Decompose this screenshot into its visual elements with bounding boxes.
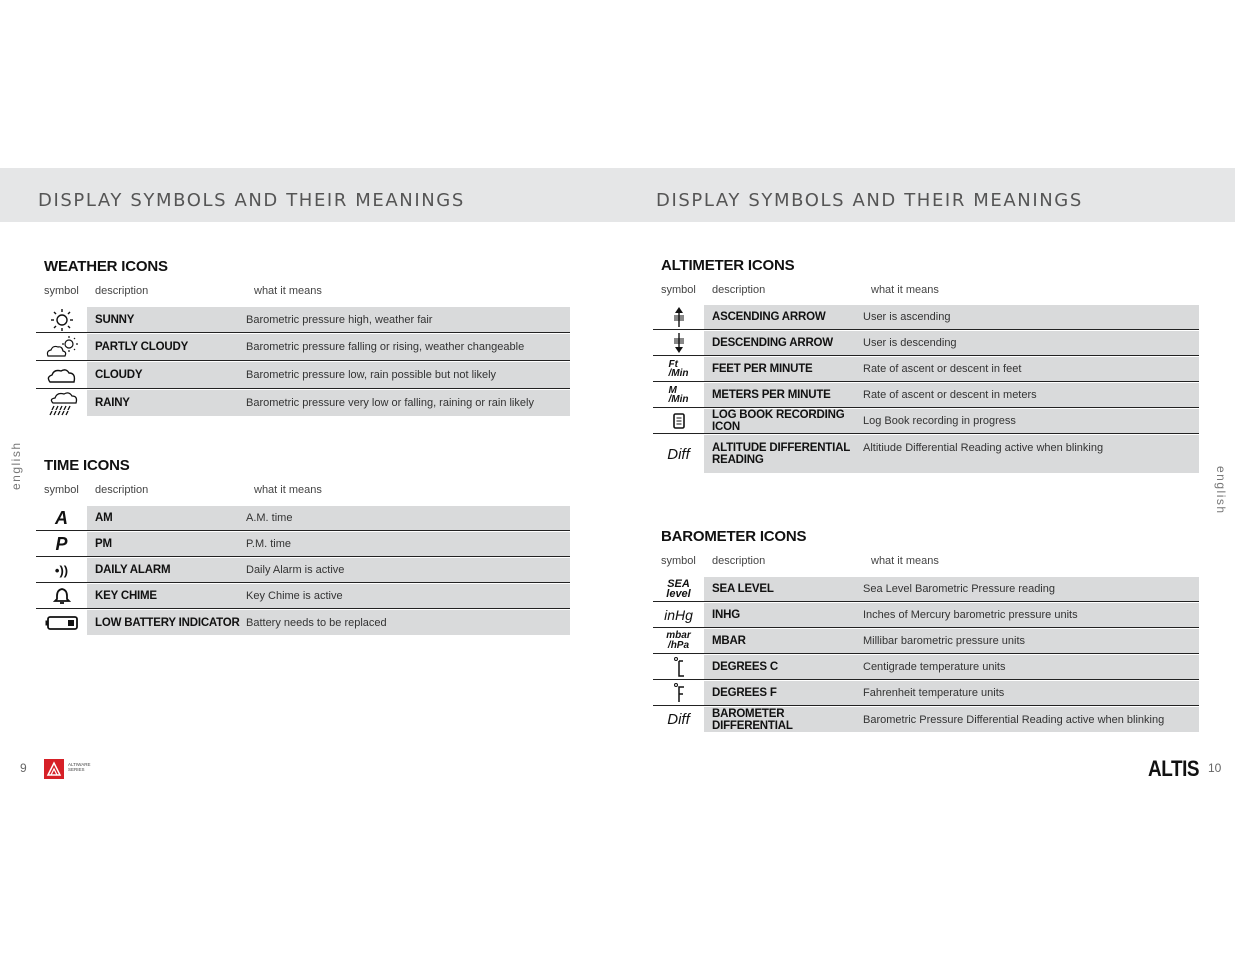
row-description: SEA LEVEL bbox=[704, 577, 863, 602]
row-description: SUNNY bbox=[87, 307, 246, 333]
diff-icon: Diff bbox=[653, 435, 704, 473]
column-description: description bbox=[95, 484, 149, 496]
side-language-label: english bbox=[1214, 466, 1228, 515]
partly-cloudy-icon bbox=[36, 334, 87, 361]
table-row bbox=[653, 707, 1199, 733]
left-page bbox=[0, 0, 617, 954]
m-min-icon: M /Min bbox=[653, 383, 704, 408]
row-meaning: Log Book recording in progress bbox=[863, 409, 1199, 434]
table-row bbox=[36, 390, 570, 417]
row-description: DESCENDING ARROW bbox=[704, 331, 863, 356]
section-title: TIME ICONS bbox=[44, 457, 130, 474]
column-description: description bbox=[712, 284, 766, 296]
row-description: METERS PER MINUTE bbox=[704, 383, 863, 408]
table-row bbox=[653, 681, 1199, 707]
column-description: description bbox=[95, 285, 149, 297]
mbar-icon: mbar /hPa bbox=[653, 629, 704, 654]
table-row bbox=[36, 558, 570, 584]
row-meaning: Millibar barometric pressure units bbox=[863, 629, 1199, 654]
column-meaning: what it means bbox=[254, 484, 322, 496]
row-meaning: Rate of ascent or descent in feet bbox=[863, 357, 1199, 382]
time-icons-section bbox=[44, 457, 570, 502]
degrees-c-icon bbox=[653, 655, 704, 680]
row-meaning: Altitiude Differential Reading active when blinking bbox=[863, 435, 1199, 473]
page-number: 9 bbox=[20, 761, 27, 775]
row-meaning: Sea Level Barometric Pressure reading bbox=[863, 577, 1199, 602]
column-description: description bbox=[712, 555, 766, 567]
diff-icon: Diff bbox=[653, 707, 704, 732]
time-table bbox=[36, 506, 570, 636]
table-header bbox=[44, 484, 570, 502]
row-description: BAROMETER DIFFERENTIAL bbox=[704, 707, 863, 732]
page-number: 10 bbox=[1208, 761, 1222, 775]
table-row bbox=[653, 603, 1199, 629]
table-row bbox=[36, 584, 570, 610]
row-description: KEY CHIME bbox=[87, 584, 246, 609]
row-meaning: P.M. time bbox=[246, 532, 570, 557]
barometer-icons-section bbox=[661, 528, 1199, 573]
row-description: PARTLY CLOUDY bbox=[87, 334, 246, 361]
degrees-f-icon bbox=[653, 681, 704, 706]
row-meaning: Key Chime is active bbox=[246, 584, 570, 609]
logbook-icon bbox=[653, 409, 704, 434]
table-row bbox=[36, 532, 570, 558]
row-description: ASCENDING ARROW bbox=[704, 305, 863, 330]
row-description: DAILY ALARM bbox=[87, 558, 246, 583]
table-row bbox=[36, 506, 570, 532]
table-row bbox=[653, 331, 1199, 357]
table-row bbox=[653, 383, 1199, 409]
row-meaning: User is ascending bbox=[863, 305, 1199, 330]
table-row bbox=[653, 577, 1199, 603]
row-description: DEGREES C bbox=[704, 655, 863, 680]
table-row bbox=[653, 655, 1199, 681]
row-meaning: Barometric pressure falling or rising, weather changeable bbox=[246, 334, 570, 361]
battery-icon bbox=[36, 610, 87, 635]
column-symbol: symbol bbox=[661, 284, 696, 296]
row-meaning: Barometric pressure very low or falling, raining or rain likely bbox=[246, 390, 570, 416]
section-title: BAROMETER ICONS bbox=[661, 528, 807, 545]
table-header bbox=[661, 555, 1199, 573]
altimeter-table bbox=[653, 305, 1199, 474]
table-header bbox=[661, 284, 1199, 302]
row-meaning: Barometric pressure high, weather fair bbox=[246, 307, 570, 333]
row-description: LOG BOOK RECORDING ICON bbox=[704, 409, 863, 434]
row-description: INHG bbox=[704, 603, 863, 628]
table-row bbox=[36, 610, 570, 636]
cloud-icon bbox=[36, 362, 87, 389]
table-header bbox=[44, 285, 570, 303]
inhg-icon: inHg bbox=[653, 603, 704, 628]
column-meaning: what it means bbox=[871, 284, 939, 296]
row-description: MBAR bbox=[704, 629, 863, 654]
table-row bbox=[653, 409, 1199, 435]
ft-min-icon: Ft /Min bbox=[653, 357, 704, 382]
sun-icon bbox=[36, 307, 87, 333]
row-meaning: Barometric pressure low, rain possible but not likely bbox=[246, 362, 570, 389]
sea-level-icon: SEA level bbox=[653, 577, 704, 602]
section-title: WEATHER ICONS bbox=[44, 258, 168, 275]
table-row bbox=[36, 362, 570, 390]
row-description: RAINY bbox=[87, 390, 246, 416]
pm-icon: P bbox=[36, 532, 87, 557]
weather-icons-section bbox=[44, 258, 570, 303]
row-description: ALTITUDE DIFFERENTIAL READING bbox=[704, 435, 863, 473]
barometer-table bbox=[653, 577, 1199, 733]
altimeter-icons-section bbox=[661, 257, 1199, 302]
table-row bbox=[36, 334, 570, 362]
column-meaning: what it means bbox=[254, 285, 322, 297]
row-description: CLOUDY bbox=[87, 362, 246, 389]
row-description: PM bbox=[87, 532, 246, 557]
row-meaning: User is descending bbox=[863, 331, 1199, 356]
column-symbol: symbol bbox=[44, 484, 79, 496]
row-meaning: Battery needs to be replaced bbox=[246, 610, 570, 635]
row-meaning: Barometric Pressure Differential Reading active when blinking bbox=[863, 707, 1199, 732]
row-meaning: Centigrade temperature units bbox=[863, 655, 1199, 680]
ascending-arrow-icon bbox=[653, 305, 704, 330]
row-description: FEET PER MINUTE bbox=[704, 357, 863, 382]
column-meaning: what it means bbox=[871, 555, 939, 567]
row-meaning: Daily Alarm is active bbox=[246, 558, 570, 583]
row-meaning: Inches of Mercury barometric pressure units bbox=[863, 603, 1199, 628]
table-row bbox=[653, 357, 1199, 383]
weather-table bbox=[36, 307, 570, 417]
column-symbol: symbol bbox=[44, 285, 79, 297]
row-description: DEGREES F bbox=[704, 681, 863, 706]
right-page bbox=[618, 0, 1235, 954]
brand-wordmark: ALTIS bbox=[1148, 756, 1200, 781]
column-symbol: symbol bbox=[661, 555, 696, 567]
bell-icon bbox=[36, 584, 87, 609]
alarm-icon: •)) bbox=[36, 558, 87, 583]
table-row bbox=[653, 629, 1199, 655]
logo-text: ALTIWARE SERIES bbox=[68, 762, 91, 772]
table-row bbox=[653, 305, 1199, 331]
row-description: AM bbox=[87, 506, 246, 531]
row-meaning: Rate of ascent or descent in meters bbox=[863, 383, 1199, 408]
descending-arrow-icon bbox=[653, 331, 704, 356]
table-row bbox=[653, 435, 1199, 474]
rain-icon bbox=[36, 390, 87, 416]
table-row bbox=[36, 307, 570, 334]
page-header-title: DISPLAY SYMBOLS AND THEIR MEANINGS bbox=[656, 190, 1083, 211]
side-language-label: english bbox=[9, 441, 23, 490]
am-icon: A bbox=[36, 506, 87, 531]
section-title: ALTIMETER ICONS bbox=[661, 257, 795, 274]
row-meaning: Fahrenheit temperature units bbox=[863, 681, 1199, 706]
row-description: LOW BATTERY INDICATOR bbox=[87, 610, 246, 635]
brand-logo bbox=[44, 759, 64, 779]
row-meaning: A.M. time bbox=[246, 506, 570, 531]
page-header-title: DISPLAY SYMBOLS AND THEIR MEANINGS bbox=[38, 190, 465, 211]
